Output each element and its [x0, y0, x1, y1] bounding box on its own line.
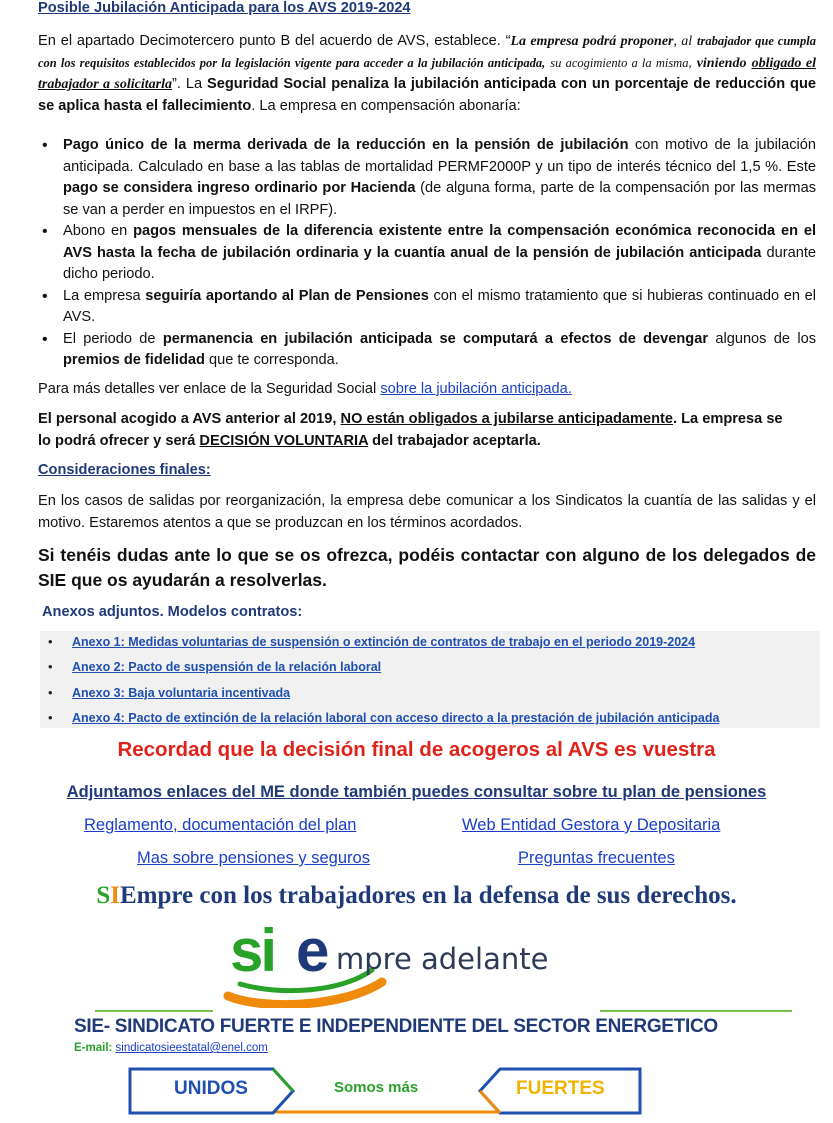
- avs-notice: [38, 409, 793, 452]
- list-item: [38, 221, 816, 286]
- reorganizacion-paragraph: En los casos de salidas por reorganización, la empresa debe comunicar a los Sindicatos la cuantía de las salidas y el motivo. Estaremos atentos a que se produzcan en los términos acordados.: [38, 493, 816, 531]
- contact-delegates-paragraph: Si tenéis dudas ante lo que se os ofrezca, podéis contactar con alguno de los delegados de SIE que os ayudarán a resolverlas.: [38, 545, 816, 590]
- intro-text: . La empresa en compensación abonaría:: [251, 97, 521, 114]
- slogan-i: I: [110, 882, 120, 909]
- anexo-1-link[interactable]: Anexo 1: Medidas voluntarias de suspensión o extinción de contratos de trabajo en el periodo 2019-2024: [72, 635, 696, 649]
- bullet-text: La empresa: [63, 287, 146, 304]
- logo-si: si: [230, 917, 275, 984]
- bullet-text: algunos de los: [708, 330, 816, 347]
- somos-mas-label: Somos más: [334, 1079, 419, 1096]
- penalty-statement: Seguridad Social penaliza la jubilación anticipada con un porcentaje de reducción que se aplica hasta el fallecimiento: [38, 76, 816, 114]
- me-links-title: Adjuntamos enlaces del ME donde también puedes consultar sobre tu plan de pensiones: [66, 783, 767, 801]
- divider-line: [600, 1010, 792, 1012]
- avs-text: El personal acogido a AVS anterior al 2019,: [38, 411, 341, 427]
- section-title-consideraciones: Consideraciones finales:: [38, 462, 211, 478]
- avs-underlined: NO están obligados a jubilarse anticipadamente: [340, 411, 674, 427]
- slogan-s: S: [96, 882, 111, 909]
- bullet-text: (de alguna forma, parte de la compensación por las mermas se van a perder en impuestos en el IRPF).: [63, 180, 816, 218]
- bullet-icon: •: [48, 685, 53, 700]
- quote-part-underlined: obligado el trabajador a solicitarla: [38, 55, 816, 92]
- anexo-3-link[interactable]: Anexo 3: Baja voluntaria incentivada: [72, 686, 291, 700]
- compensation-list: [38, 135, 816, 372]
- bullet-bold: pagos mensuales de la diferencia existente entre la compensación económica reconocida en el AVS hasta la fecha de jubilación ordinaria y la cuantía anual de la pensión de jubilación anticipada: [63, 223, 816, 261]
- more-details: [38, 379, 816, 401]
- section-title-jubilacion: Posible Jubilación Anticipada para los AVS 2019-2024: [38, 0, 411, 16]
- avs-text: del trabajador aceptarla.: [368, 432, 541, 449]
- bullet-text: que te corresponda.: [204, 352, 339, 368]
- pensiones-seguros-link[interactable]: Mas sobre pensiones y seguros: [137, 849, 370, 867]
- bullet-icon: •: [48, 710, 53, 725]
- email-link[interactable]: sindicatosieestatal@enel.com: [115, 1042, 268, 1054]
- anexos-title: Anexos adjuntos. Modelos contratos:: [42, 604, 303, 620]
- bullet-bold: permanencia en jubilación anticipada se computará a efectos de devengar: [162, 330, 709, 347]
- bullet-icon: •: [48, 659, 53, 674]
- bullet-text: El periodo de: [63, 330, 163, 347]
- preguntas-frecuentes-link[interactable]: Preguntas frecuentes: [518, 849, 675, 867]
- slogan-e: E: [119, 882, 137, 909]
- intro-text: En el apartado Decimotercero punto B del acuerdo de AVS, establece. “: [38, 33, 511, 49]
- quote-part: , al: [673, 34, 693, 49]
- bullet-bold: Pago único de la merma derivada de la reducción en la pensión de jubilación: [63, 137, 629, 153]
- avs-text: . La empresa se lo podrá ofrecer y será: [38, 411, 783, 449]
- fuertes-label: FUERTES: [516, 1078, 605, 1099]
- bullet-text: Abono en: [63, 223, 134, 239]
- more-details-text: Para más detalles ver enlace de la Seguridad Social: [38, 381, 381, 397]
- union-name: SIE- SINDICATO FUERTE E INDEPENDIENTE DEL SECTOR ENERGETICO: [74, 1016, 718, 1037]
- quote-part: trabajador que cumpla con los requisitos establecidos por la legislación vigente para acceder a la jubilación anticipada,: [38, 34, 817, 70]
- reglamento-link[interactable]: Reglamento, documentación del plan: [84, 816, 357, 834]
- list-item: [38, 329, 816, 372]
- email-line: [74, 1042, 268, 1054]
- slogan-text: mpre con los trabajadores en la defensa de sus derechos.: [136, 882, 737, 909]
- logo-text: mpre adelante: [336, 942, 549, 976]
- reminder-banner: Recordad que la decisión final de acogeros al AVS es vuestra: [117, 738, 716, 761]
- bullet-bold: premios de fidelidad: [63, 352, 205, 368]
- anexo-4-link[interactable]: Anexo 4: Pacto de extinción de la relación laboral con acceso directo a la prestación de jubilación anticipada: [72, 711, 720, 725]
- quote-part: La empresa podrá proponer: [510, 34, 674, 49]
- bullet-icon: •: [48, 634, 53, 649]
- siempre-adelante-logo: [222, 917, 549, 1008]
- list-item: [38, 286, 816, 329]
- bullet-text: durante dicho periodo.: [63, 244, 816, 282]
- email-label: E-mail:: [74, 1042, 116, 1054]
- bullet-bold: pago se considera ingreso ordinario por Hacienda: [63, 180, 416, 196]
- slogan: [0, 882, 833, 910]
- seguridad-social-link[interactable]: sobre la jubilación anticipada.: [380, 381, 572, 397]
- entidad-gestora-link[interactable]: Web Entidad Gestora y Depositaria: [462, 816, 721, 834]
- quote-part: su acogimiento a la misma,: [550, 55, 692, 70]
- unidos-label: UNIDOS: [174, 1078, 248, 1099]
- bullet-text: con motivo de la jubilación anticipada. Calculado en base a las tablas de mortalidad PERMF2000P y un tipo de interés técnico del 1,5 %. Este: [63, 137, 816, 175]
- anexo-2-link[interactable]: Anexo 2: Pacto de suspensión de la relación laboral: [72, 660, 382, 674]
- intro-text: ”. La: [172, 76, 203, 92]
- unidos-fuertes-banner: [128, 1067, 643, 1115]
- quote-part: viniendo: [696, 55, 747, 71]
- list-item: [38, 135, 816, 221]
- divider-line: [95, 1010, 213, 1012]
- intro-paragraph: [38, 31, 816, 117]
- logo-e: e: [296, 917, 330, 984]
- bullet-text: con el mismo tratamiento que si hubieras continuado en el AVS.: [63, 287, 816, 325]
- bullet-bold: seguiría aportando al Plan de Pensiones: [145, 287, 429, 304]
- avs-underlined: DECISIÓN VOLUNTARIA: [199, 432, 369, 449]
